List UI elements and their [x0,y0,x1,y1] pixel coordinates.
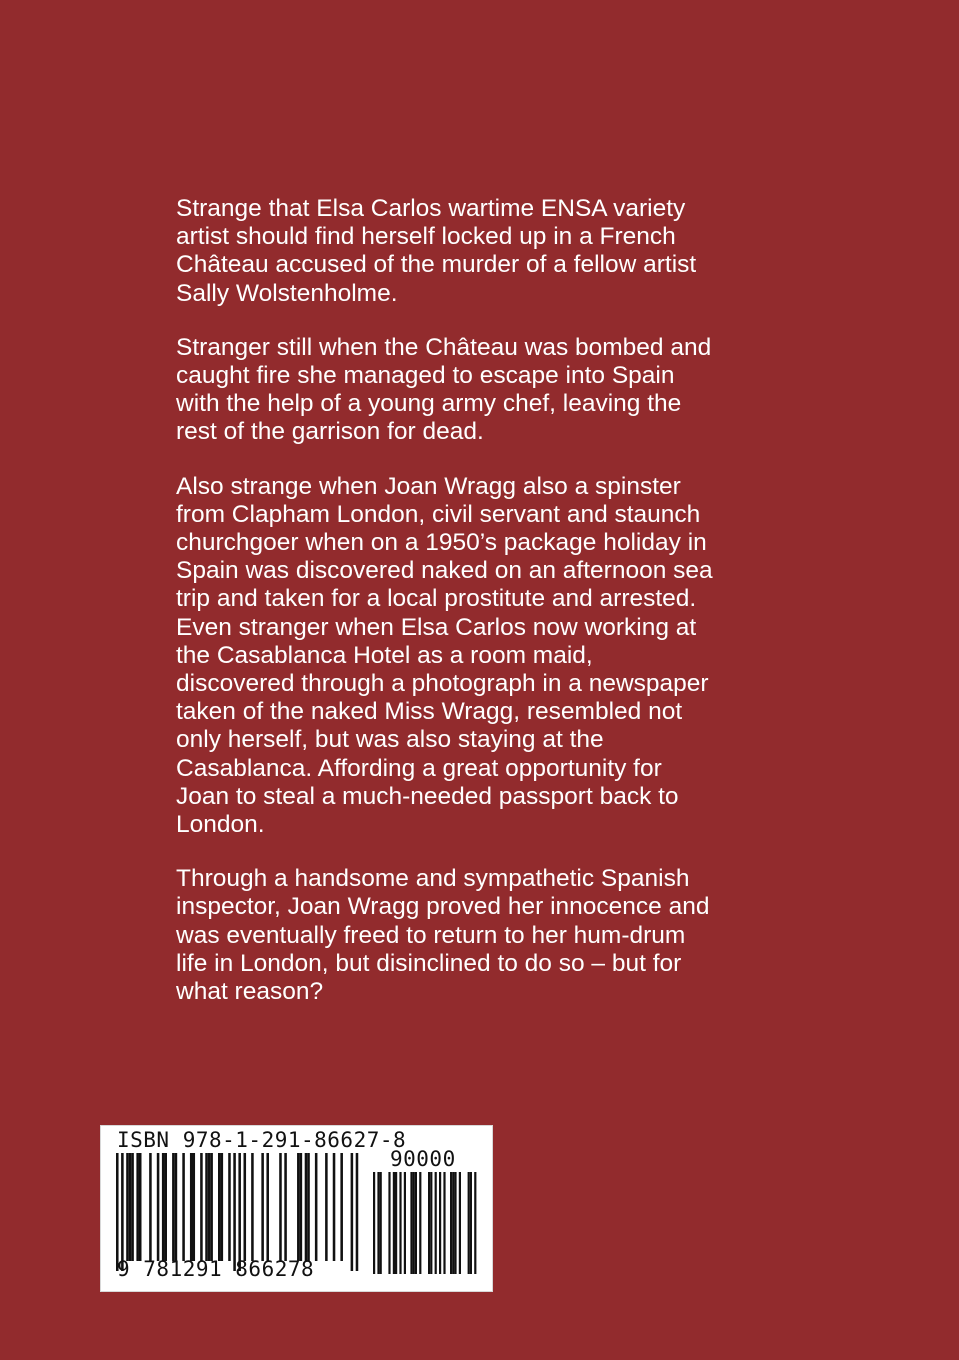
blurb-line: Château accused of the murder of a fellow artist [176,251,697,279]
back-cover-blurb [176,195,816,1032]
barcode-bar [218,1153,221,1261]
barcode-bar [126,1153,129,1261]
barcode-bar [175,1153,178,1261]
addon-bar [419,1172,421,1274]
addon-bar [399,1172,401,1274]
addon-bar [459,1172,461,1274]
blurb-line: Spain was discovered naked on an afternoon sea [176,557,713,585]
barcode-bar [131,1153,134,1261]
addon-bar [415,1172,417,1274]
barcode-bar [333,1153,336,1261]
barcode-bar [356,1153,359,1271]
addon-bar [428,1172,430,1274]
addon-bar [377,1172,379,1274]
addon-bar [474,1172,476,1274]
ean-digits: 9 781291 866278 [117,1257,315,1281]
barcode-bar [182,1153,185,1261]
barcode-bar [315,1153,318,1261]
barcode-bar [172,1153,175,1261]
blurb-line: was eventually freed to return to her hum-drum [176,921,686,949]
blurb-line: Even stranger when Elsa Carlos now working at [176,613,697,641]
barcode-bar [210,1153,213,1261]
blurb-line: Through a handsome and sympathetic Spanish [176,865,690,893]
addon-bar [404,1172,406,1274]
barcode-bar [307,1153,310,1261]
blurb-line: with the help of a young army chef, leaving the [176,390,682,418]
blurb-paragraph [176,865,816,1006]
addon-bar [395,1172,397,1274]
addon-bar [413,1172,415,1274]
blurb-line: inspector, Joan Wragg proved her innocence and [176,893,710,921]
barcode-bar [351,1153,354,1271]
barcode-bar [228,1153,231,1261]
addon-bar [470,1172,472,1274]
addon-bar [380,1172,382,1274]
blurb-paragraph [176,334,816,447]
blurb-paragraph [176,195,816,308]
barcode-bar [233,1153,236,1271]
addon-bar [373,1172,375,1274]
barcode-bar [164,1153,167,1261]
barcode-bar [266,1153,269,1261]
barcode-bar [121,1153,124,1271]
blurb-line: what reason? [176,978,324,1006]
barcode-bar [325,1153,328,1261]
addon-bar [443,1172,445,1274]
blurb-line: Stranger still when the Château was bombed and [176,333,712,361]
addon-bar [439,1172,441,1274]
barcode-bar [139,1153,142,1261]
addon-bar [450,1172,452,1274]
blurb-line: the Casablanca Hotel as a room maid, [176,641,593,669]
barcode-bar [116,1153,119,1271]
addon-bar [468,1172,470,1274]
price-addon-digits: 90000 [390,1147,456,1171]
blurb-line: discovered through a photograph in a newspaper [176,670,709,698]
barcode-bar [129,1153,132,1261]
addon-bar [393,1172,395,1274]
barcode-bar [193,1153,196,1261]
barcode-bar [300,1153,303,1261]
addon-bar [388,1172,390,1274]
blurb-line: artist should find herself locked up in a French [176,223,676,251]
barcode-bar [340,1153,343,1261]
blurb-line: London. [176,811,265,839]
addon-bar [430,1172,432,1274]
blurb-line: Also strange when Joan Wragg also a spinster [176,472,681,500]
addon-bar [454,1172,456,1274]
addon-bar [435,1172,437,1274]
blurb-paragraph [176,473,816,840]
barcode-bar [279,1153,282,1261]
blurb-line: only herself, but was also staying at the [176,726,604,754]
blurb-line: churchgoer when on a 1950’s package holiday in [176,529,707,557]
barcode-bar [261,1153,264,1261]
blurb-line: Sally Wolstenholme. [176,279,398,307]
blurb-line: life in London, but disinclined to do so – but for [176,949,682,977]
blurb-line: trip and taken for a local prostitute and arrested. [176,585,697,613]
barcode-bar [162,1153,165,1261]
barcode-bar [157,1153,160,1261]
barcode-bar [244,1153,247,1261]
blurb-line: caught fire she managed to escape into Spain [176,362,675,390]
barcode-bar [200,1153,203,1261]
barcode-bar [251,1153,254,1261]
isbn-barcode [100,1125,493,1292]
isbn-label: ISBN 978-1-291-86627-8 [117,1128,407,1152]
blurb-line: rest of the garrison for dead. [176,418,484,446]
barcode-bar [149,1153,152,1261]
barcode-bar [221,1153,224,1261]
barcode-bar [136,1153,139,1261]
barcode-bar [208,1153,211,1261]
barcode-bar [190,1153,193,1261]
blurb-line: taken of the naked Miss Wragg, resembled not [176,698,683,726]
blurb-line: Casablanca. Affording a great opportunity for [176,754,662,782]
barcode-bar [305,1153,308,1261]
addon-bar [452,1172,454,1274]
barcode-bar [205,1153,208,1261]
blurb-line: from Clapham London, civil servant and staunch [176,500,701,528]
barcode-bar [297,1153,300,1261]
blurb-line: Joan to steal a much-needed passport back to [176,782,679,810]
barcode-bar [238,1153,241,1271]
barcode-bar [284,1153,287,1261]
blurb-line: Strange that Elsa Carlos wartime ENSA variety [176,195,686,222]
addon-bar [410,1172,412,1274]
